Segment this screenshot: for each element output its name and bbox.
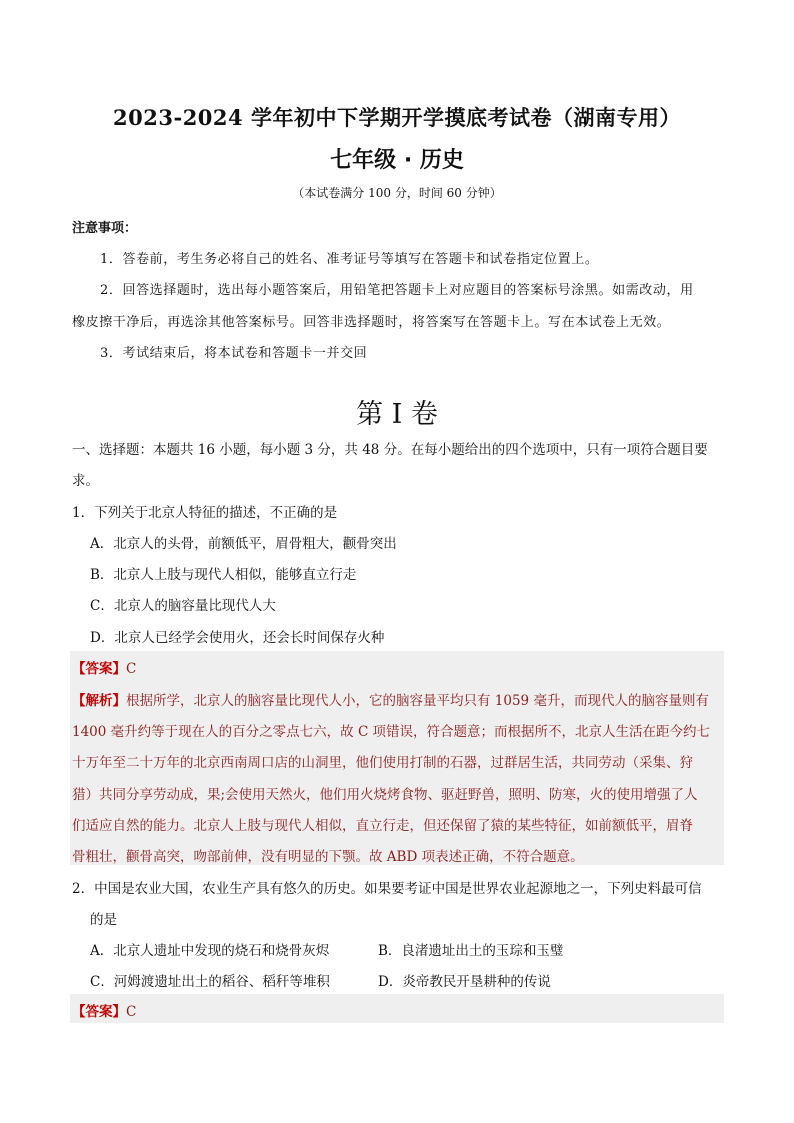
analysis-label: 【解析】 bbox=[72, 693, 126, 709]
exam-subtitle: 七年级 · 历史 bbox=[330, 148, 464, 173]
exam-title: 2023-2024 学年初中下学期开学摸底考试卷（湖南专用） bbox=[113, 105, 681, 130]
question-1-analysis-line-1 bbox=[72, 689, 709, 709]
note-item-3: 3．考试结束后，将本试卷和答题卡一并交回 bbox=[100, 346, 368, 361]
question-1-analysis-line-5: 们适应自然的能力。北京人上肢与现代人相似，直立行走，但还保留了猿的某些特征，如前额低平，眉脊 bbox=[72, 818, 693, 834]
question-1-answer bbox=[72, 657, 136, 677]
section-instructions-cont: 求。 bbox=[72, 473, 99, 489]
question-1-analysis-line-6: 骨粗壮，颧骨高突，吻部前伸，没有明显的下颚。故 ABD 项表述正确，不符合题意。 bbox=[72, 849, 584, 865]
question-2-option-a: A．北京人遗址中发现的烧石和烧骨灰烬 bbox=[90, 943, 330, 959]
question-1-analysis-line-2: 1400 毫升约等于现在人的百分之零点七六，故 C 项错误，符合题意；而根据所不，北京人生活在距今约七 bbox=[72, 724, 711, 740]
notes-heading: 注意事项： bbox=[72, 221, 138, 236]
question-2-option-c: C．河姆渡遗址出土的稻谷、稻秆等堆积 bbox=[90, 974, 330, 990]
question-2-answer-block bbox=[70, 994, 724, 1023]
question-1-option-b: B．北京人上肢与现代人相似，能够直立行走 bbox=[90, 567, 357, 583]
question-1-option-a: A．北京人的头骨，前额低平，眉骨粗大，颧骨突出 bbox=[90, 536, 397, 552]
question-2-option-d: D．炎帝教民开垦耕种的传说 bbox=[378, 974, 551, 990]
section-instructions: 一、选择题：本题共 16 小题，每小题 3 分，共 48 分。在每小题给出的四个选项中，只有一项符合题目要 bbox=[72, 442, 708, 458]
section-title: 第 I 卷 bbox=[356, 399, 438, 430]
question-2-stem: 2．中国是农业大国，农业生产具有悠久的历史。如果要考证中国是世界农业起源地之一，下列史料最可信 bbox=[72, 881, 702, 897]
question-1-stem: 1．下列关于北京人特征的描述，不正确的是 bbox=[72, 505, 338, 521]
question-2-option-b: B．良渚遗址出土的玉琮和玉璧 bbox=[378, 943, 564, 959]
question-1-option-d: D．北京人已经学会使用火，还会长时间保存火种 bbox=[90, 630, 385, 646]
question-2-stem-cont: 的是 bbox=[90, 912, 117, 928]
question-2-answer bbox=[72, 1000, 136, 1020]
note-item-2: 2．回答选择题时，选出每小题答案后，用铅笔把答题卡上对应题目的答案标号涂黑。如需改动，用 bbox=[100, 283, 694, 298]
note-item-1: 1．答卷前，考生务必将自己的姓名、准考证号等填写在答题卡和试卷指定位置上。 bbox=[100, 252, 599, 267]
note-item-2-cont: 橡皮擦干净后，再选涂其他答案标号。回答非选择题时，将答案写在答题卡上。写在本试卷上无效。 bbox=[72, 315, 671, 330]
question-1-analysis-line-3: 十万年至二十万年的北京西南周口店的山洞里，他们使用打制的石器，过群居生活，共同劳动（采集、狩 bbox=[72, 755, 693, 771]
answer-value: C bbox=[126, 1004, 137, 1020]
analysis-text: 根据所学，北京人的脑容量比现代人小，它的脑容量平均只有 1059 毫升，而现代人的脑容量则有 bbox=[126, 693, 709, 709]
exam-info: （本试卷满分 100 分，时间 60 分钟） bbox=[292, 186, 502, 200]
question-1-analysis-line-4: 猎）共同分享劳动成，果;会使用天然火，他们用火烧烤食物、驱赶野兽，照明、防寒，火的使用增强了人 bbox=[72, 787, 698, 803]
answer-value: C bbox=[126, 661, 137, 677]
answer-label: 【答案】 bbox=[72, 661, 126, 677]
question-1-option-c: C．北京人的脑容量比现代人大 bbox=[90, 598, 276, 614]
answer-label: 【答案】 bbox=[72, 1004, 126, 1020]
